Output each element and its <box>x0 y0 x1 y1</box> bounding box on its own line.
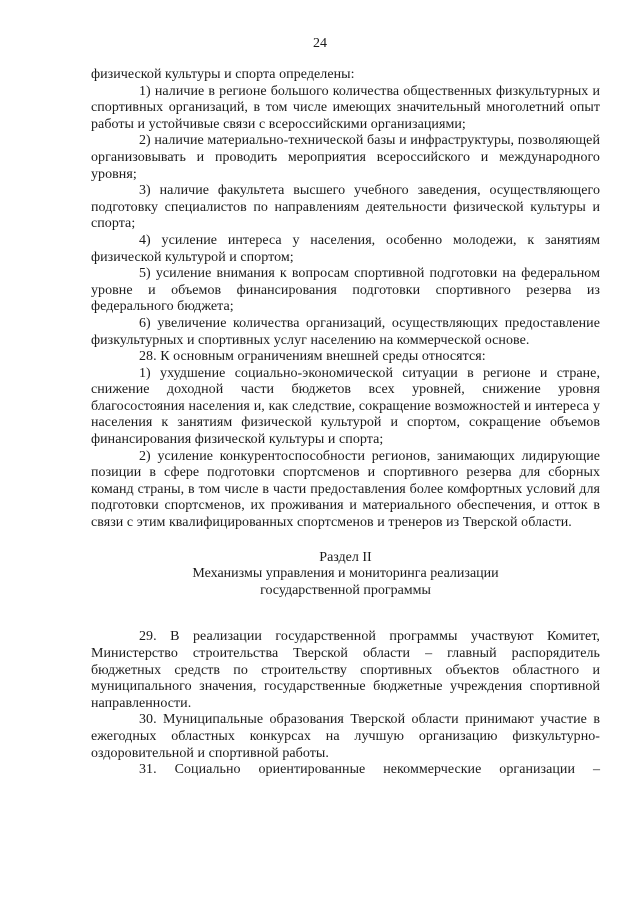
section-title-line-1: Механизмы управления и мониторинга реализации <box>192 566 499 582</box>
paragraph: 28. К основным ограничениям внешней среды относятся: <box>139 349 486 365</box>
paragraph: 2) усиление конкурентоспособности регионов, занимающих лидирующие позиции в сфере подготовки спортсменов и спортивного резерва для сборных команд страны, в том числе в части предоставления более комфортных условий для подготовки спортсменов, их проживания и материального обеспечения, и отток в связи с этим квалифицированных спортсменов и тренеров из Тверской области. <box>91 448 600 531</box>
section-heading <box>91 550 600 600</box>
document-body <box>91 67 600 779</box>
paragraph: 29. В реализации государственной программы участвуют Комитет, Министерство строительства Тверской области – главный распорядитель бюджетных средств по строительству спортивных объектов областного и муниципального значения, государственные бюджетные учреждения спортивной направленности. <box>91 629 600 711</box>
section-label: Раздел II <box>319 549 372 565</box>
paragraph: 2) наличие материально-технической базы и инфраструктуры, позволяющей организовывать и проводить мероприятия всероссийского и международного уровня; <box>91 133 600 182</box>
paragraph: 5) усиление внимания к вопросам спортивной подготовки на федеральном уровне и объемов финансирования подготовки спортивного резерва из федерального бюджета; <box>91 266 600 315</box>
paragraphs-after <box>91 629 600 778</box>
paragraph: 31. Социально ориентированные некоммерческие организации – <box>139 762 600 778</box>
paragraph: физической культуры и спорта определены: <box>91 67 355 82</box>
paragraph: 1) наличие в регионе большого количества общественных физкультурных и спортивных организаций, в том числе имеющих значительный многолетний опыт работы и устойчивые связи с всероссийскими организациями; <box>91 83 600 132</box>
paragraph: 1) ухудшение социально-экономической ситуации в регионе и стране, снижение доходной части бюджетов всех уровней, снижение уровня благосостояния населения и, как следствие, сокращение возможностей и интереса у населения к занятиям физической культурой и спортом, сокращение объемов финансирования физической культуры и спорта; <box>91 365 600 448</box>
paragraphs-before <box>91 67 600 532</box>
page-number: 24 <box>313 36 327 51</box>
section-title-line-2: государственной программы <box>260 582 431 598</box>
paragraph: 3) наличие факультета высшего учебного заведения, осуществляющего подготовку специалистов по направлениям деятельности физической культуры и спорта; <box>91 183 600 232</box>
paragraph: 30. Муниципальные образования Тверской области принимают участие в ежегодных областных конкурсах на лучшую организацию физкультурно-оздоровительной и спортивной работы. <box>91 712 600 761</box>
paragraph: 6) увеличение количества организаций, осуществляющих предоставление физкультурных и спортивных услуг населению на коммерческой основе. <box>91 315 600 348</box>
paragraph: 4) усиление интереса у населения, особенно молодежи, к занятиям физической культурой и спортом; <box>91 232 600 265</box>
